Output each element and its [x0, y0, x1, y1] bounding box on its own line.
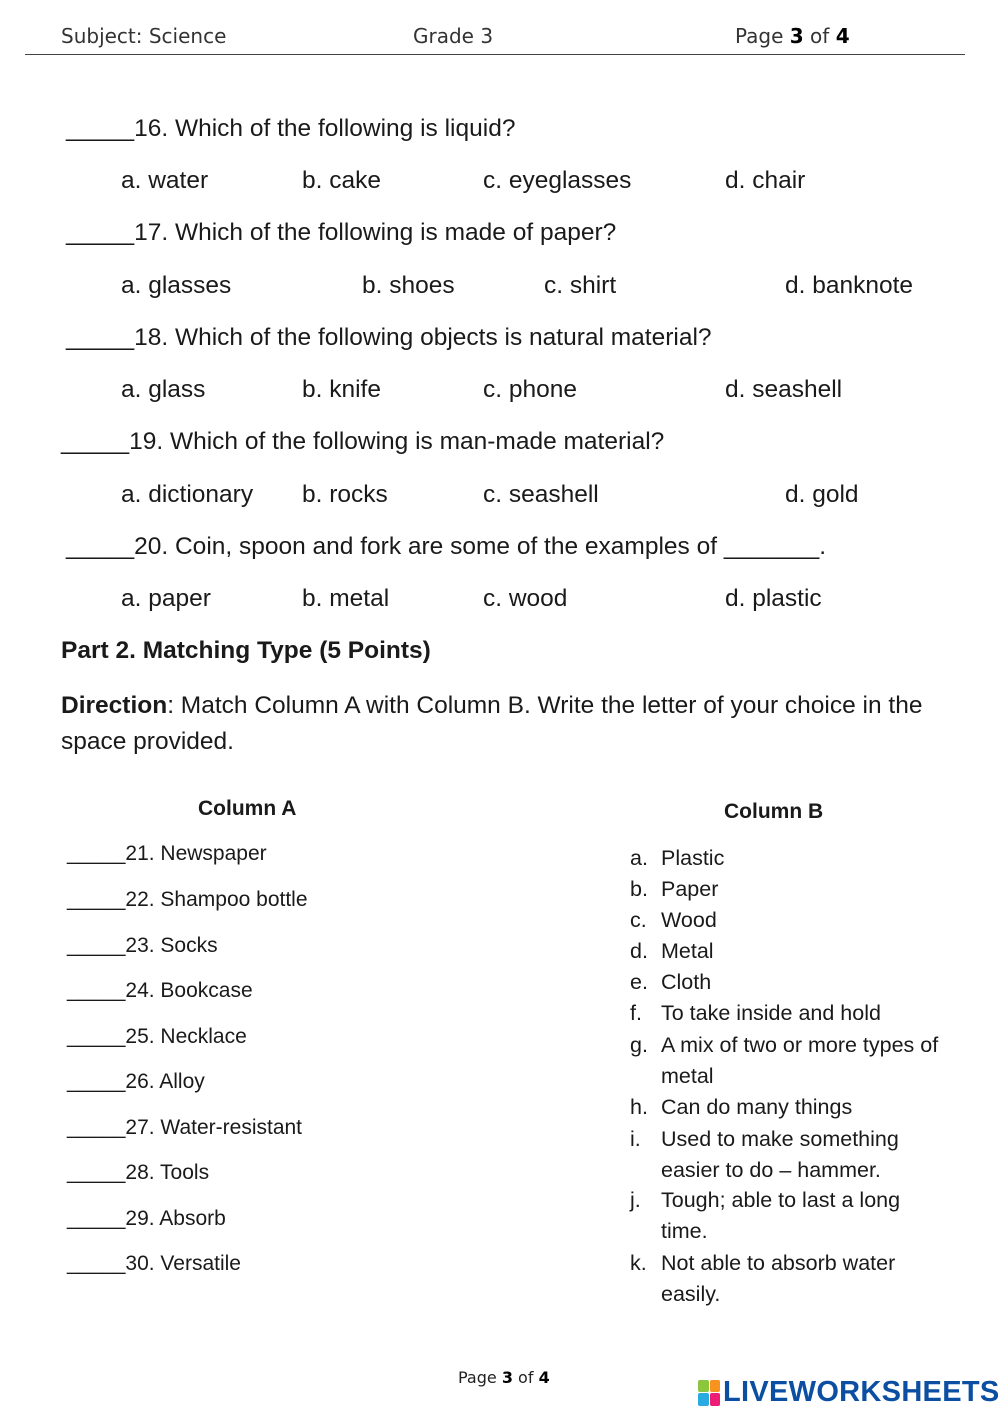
column-b-item-a: [630, 843, 950, 874]
question-19: _____19. Which of the following is man-made material?: [61, 428, 665, 455]
q20-option-c[interactable]: c. wood: [483, 585, 568, 612]
footer-page-prefix: Page: [458, 1368, 502, 1387]
question-18: _____18. Which of the following objects is natural material?: [66, 324, 712, 351]
footer-page-current: 3: [501, 1368, 513, 1387]
column-b-item-d: [630, 936, 950, 967]
column-b-text: A mix of two or more types of metal: [661, 1033, 939, 1088]
column-b-letter: j.: [630, 1188, 641, 1212]
column-a-item-22[interactable]: _____22. Shampoo bottle: [67, 888, 308, 911]
column-a-item-25[interactable]: _____25. Necklace: [67, 1025, 247, 1048]
question-20: _____20. Coin, spoon and fork are some of the examples of _______.: [66, 533, 827, 560]
column-a-item-29[interactable]: _____29. Absorb: [67, 1207, 226, 1230]
column-b-text: Metal: [661, 939, 714, 963]
header-page-current: 3: [789, 24, 804, 48]
liveworksheets-logo-text: LIVEWORKSHEETS: [723, 1376, 1000, 1408]
column-a-item-26[interactable]: _____26. Alloy: [67, 1070, 205, 1093]
column-a-item-24[interactable]: _____24. Bookcase: [67, 979, 253, 1002]
column-a-item-21[interactable]: _____21. Newspaper: [67, 842, 267, 865]
column-b-letter: c.: [630, 908, 647, 932]
q19-option-a[interactable]: a. dictionary: [121, 481, 254, 508]
part2-title: Part 2. Matching Type (5 Points): [61, 637, 431, 664]
liveworksheets-logo-icon: [698, 1380, 720, 1406]
column-a-item-28[interactable]: _____28. Tools: [67, 1161, 210, 1184]
column-b-text: Cloth: [661, 970, 712, 994]
q17-option-d[interactable]: d. banknote: [785, 272, 914, 299]
column-b-letter: k.: [630, 1251, 647, 1275]
q18-option-b[interactable]: b. knife: [302, 376, 381, 403]
column-b-letter: i.: [630, 1127, 641, 1151]
column-b-heading: Column B: [724, 800, 824, 823]
footer-page-of: of: [512, 1368, 539, 1387]
footer-page-total: 4: [538, 1368, 550, 1387]
column-b-text: Can do many things: [661, 1095, 853, 1119]
question-17: _____17. Which of the following is made of paper?: [66, 219, 617, 246]
q19-option-b[interactable]: b. rocks: [302, 481, 388, 508]
column-b-item-g: [630, 1030, 950, 1092]
column-a-heading: Column A: [198, 797, 297, 820]
column-b-item-f: [630, 998, 950, 1029]
column-b-letter: g.: [630, 1033, 648, 1057]
column-b-letter: h.: [630, 1095, 648, 1119]
column-b-item-b: [630, 874, 950, 905]
direction-label: Direction: [61, 692, 168, 719]
column-b-letter: a.: [630, 846, 648, 870]
column-b-text: Tough; able to last a long time.: [661, 1188, 901, 1243]
direction-text: : Match Column A with Column B. Write the letter of your choice in the space provided.: [61, 692, 923, 755]
q17-option-a[interactable]: a. glasses: [121, 272, 232, 299]
column-b-text: Wood: [661, 908, 717, 932]
q16-option-b[interactable]: b. cake: [302, 167, 381, 194]
q20-option-b[interactable]: b. metal: [302, 585, 390, 612]
column-a-item-27[interactable]: _____27. Water-resistant: [67, 1116, 303, 1139]
column-b-letter: b.: [630, 877, 648, 901]
liveworksheets-logo[interactable]: [698, 1376, 1000, 1409]
header-page-of: of: [803, 24, 836, 48]
header-page: [735, 24, 850, 48]
header-divider: [25, 54, 965, 55]
column-b-text: To take inside and hold: [661, 1001, 881, 1025]
q18-option-a[interactable]: a. glass: [121, 376, 206, 403]
column-a-item-30[interactable]: _____30. Versatile: [67, 1252, 241, 1275]
column-b-item-j: [630, 1185, 950, 1247]
header-page-total: 4: [835, 24, 850, 48]
question-16: _____16. Which of the following is liquid?: [66, 115, 516, 142]
q16-option-c[interactable]: c. eyeglasses: [483, 167, 632, 194]
q17-option-b[interactable]: b. shoes: [362, 272, 455, 299]
header-subject: Subject: Science: [61, 24, 227, 48]
q18-option-c[interactable]: c. phone: [483, 376, 577, 403]
column-b-letter: d.: [630, 939, 648, 963]
column-b-item-i: [630, 1124, 950, 1186]
column-b-letter: f.: [630, 1001, 642, 1025]
footer-page-number: [458, 1368, 550, 1387]
header-page-prefix: Page: [735, 24, 790, 48]
q18-option-d[interactable]: d. seashell: [725, 376, 843, 403]
q20-option-a[interactable]: a. paper: [121, 585, 211, 612]
column-b-item-k: [630, 1248, 950, 1310]
q19-option-d[interactable]: d. gold: [785, 481, 859, 508]
column-b-text: Paper: [661, 877, 719, 901]
column-b-item-e: [630, 967, 950, 998]
column-b-text: Used to make something easier to do – hammer.: [661, 1127, 899, 1182]
q19-option-c[interactable]: c. seashell: [483, 481, 599, 508]
q16-option-a[interactable]: a. water: [121, 167, 209, 194]
column-b-item-c: [630, 905, 950, 936]
q20-option-d[interactable]: d. plastic: [725, 585, 822, 612]
part2-direction: [61, 688, 951, 760]
column-a-item-23[interactable]: _____23. Socks: [67, 934, 218, 957]
q16-option-d[interactable]: d. chair: [725, 167, 806, 194]
q17-option-c[interactable]: c. shirt: [544, 272, 617, 299]
header-grade: Grade 3: [413, 24, 494, 48]
column-b-text: Plastic: [661, 846, 725, 870]
column-b-item-h: [630, 1092, 950, 1123]
column-b-letter: e.: [630, 970, 648, 994]
column-b-text: Not able to absorb water easily.: [661, 1251, 896, 1306]
